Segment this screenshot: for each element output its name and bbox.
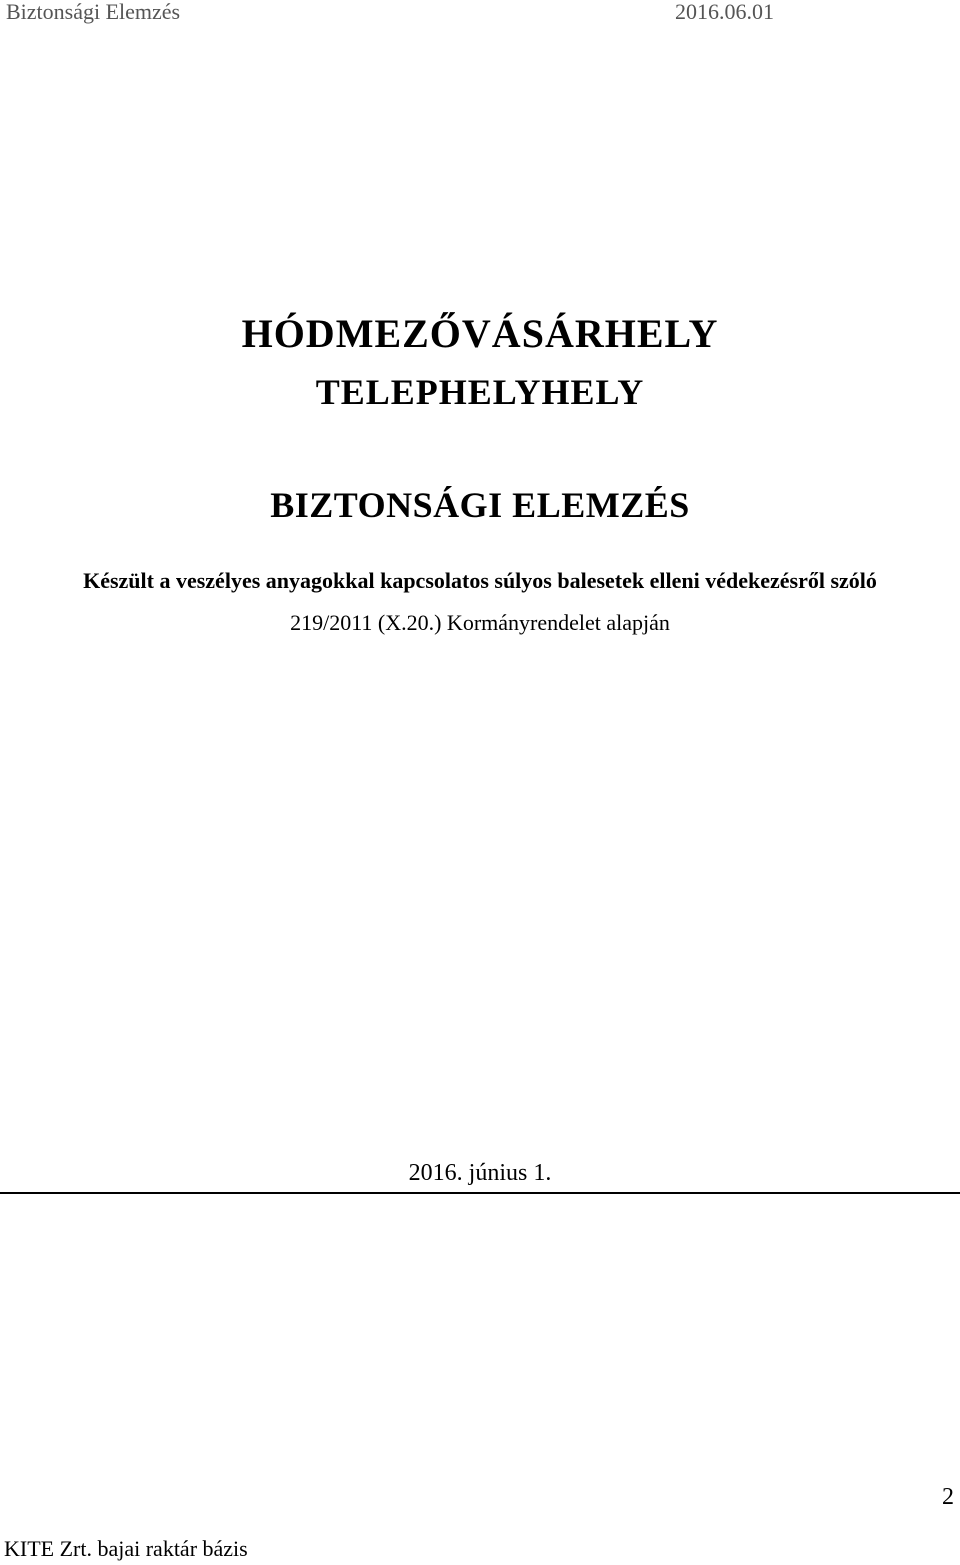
horizontal-rule (0, 1192, 960, 1194)
description-bold-line: Készült a veszélyes anyagokkal kapcsolatos súlyos balesetek elleni védekezésről szóló (83, 568, 877, 593)
header-document-title: Biztonsági Elemzés (6, 0, 181, 24)
title-line-2: TELEPHELYHELY (315, 372, 645, 412)
title-line-1: HÓDMEZŐVÁSÁRHELY (241, 311, 719, 356)
document-date: 2016. június 1. (408, 1160, 552, 1186)
description-regulation-line: 219/2011 (X.20.) Kormányrendelet alapján (290, 610, 670, 635)
page-number: 2 (942, 1484, 954, 1510)
footer-company: KITE Zrt. bajai raktár bázis (4, 1536, 248, 1561)
title-line-3: BIZTONSÁGI ELEMZÉS (270, 485, 690, 525)
header-date: 2016.06.01 (675, 0, 774, 24)
